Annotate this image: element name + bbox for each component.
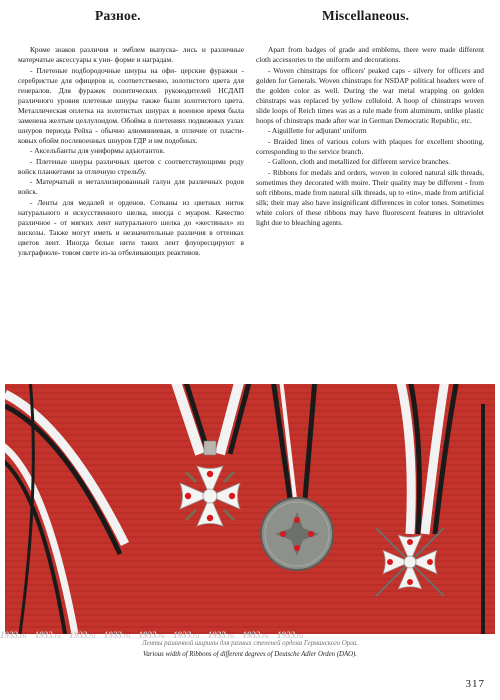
ru-paragraph: - Плетеные шнуры различных цветов с соответствующими роду войск планкетами за отличную стрельбу. [18,156,244,176]
watermark-item: 1933.ru [207,630,235,640]
small-white-cross-with-swords [376,528,444,596]
heading-english: Miscellaneous. [322,8,410,23]
english-text-column [256,45,484,228]
caption-english: Various width of Ribbons of different degrees of Deutsche Adler Orden (DAO). [143,651,357,658]
en-paragraph: Apart from badges of grade and emblems, there were made different cloth accessories to the uniform and decorations. [256,45,484,64]
watermark-item: 1933.ru [103,630,131,640]
ru-paragraph: Кроме знаков различия и эмблем выпуска- лись и различные матерчатые аксессуары к уни- форме и наградам. [18,45,244,64]
page-number: 317 [465,678,485,690]
watermark-item: 1933.ru [173,630,200,640]
en-paragraph: - Woven chinstraps for officers' peaked caps - silvery for officers and golden for Generals. Woven chinstraps for NSDAP political headers were of the golden color as well. During the war metal wrapping on golden chinstraps was replaced by yellow celluloid. A hoop of chinstraps woven slide loops of Reich times was as a rule made from aluminum, unlike plastic hoops of chinstraps made after war in German Democratic Republic, etc. [256,65,484,125]
watermark-item: 1933.ru [138,630,165,640]
watermark-item: 1933.ru [34,630,61,640]
ru-paragraph: - Аксельбанты для униформы адъютантов. [30,146,165,155]
en-paragraph: - Aiguillette for adjutant' uniform [268,126,367,135]
en-paragraph: - Braided lines of various colors with plaques for excellent shooting, corresponding to the service branch. [256,136,484,156]
watermark-item: 1933.ru [0,630,27,640]
ru-paragraph: - Матерчатый и металлизированный галун для различных родов войск. [18,177,244,196]
watermark-item: 1933.ru [277,630,304,640]
watermark-item: 1933.ru [242,630,269,640]
ru-paragraph: - Ленты для медалей и орденов. Сотканы из цветных ниток натурального и искусственного шелка, иногда с муаром. Качество различное - от мягких лент натурального шелка до «жестяных» из вискозы. Также могут иметь и незначительные различия в оттенках цветов лент. Иногда белые нити таких лент флуоресцируют в ультрафиоле- товом свете из-за отбеливающих реактивов. [18,197,244,257]
silver-medal [261,498,333,570]
heading-russian: Разное. [95,8,141,23]
watermark-item: 1933.ru [69,630,96,640]
caption-russian: Ленты различной ширины для разных степеней ордена Германского Орла. [141,640,359,647]
russian-text-column [18,45,244,258]
medals-illustration [5,384,495,634]
ru-paragraph: - Плетеные подбородочные шнуры на офи- церские фуражки - серебристые для офицеров и, соответственно, золотистого цвета для генералов. Для фуражек политических руководителей НСДАП различного уровня плетеные шнуры также были золотистого цвета. Металлическая оплетка на золотистых шнурах в военное время была заменена желтым целлулоидом. Обойма в плетениях подвижных узлах шнуров периода Рейха - обычно алюминиевая, в отличие от пласти- ковых обойм послевоенных шнуров ГДР и им подобных. [18,65,244,145]
medals-photograph [5,384,495,634]
en-paragraph: - Galloon, cloth and metallized for different service branches. [268,157,451,166]
en-paragraph: - Ribbons for medals and orders, woven in colored natural silk threads, sometimes they decorated with moire. Their quality may be different - from soft ribbons, made from natural silk threads, up to «tin», made from artificial silk; their may also have insignificant differences in color tones. Sometimes white colors of these ribbons may have fluorescent features in ultraviolet light due to bleaching agents. [256,167,484,227]
